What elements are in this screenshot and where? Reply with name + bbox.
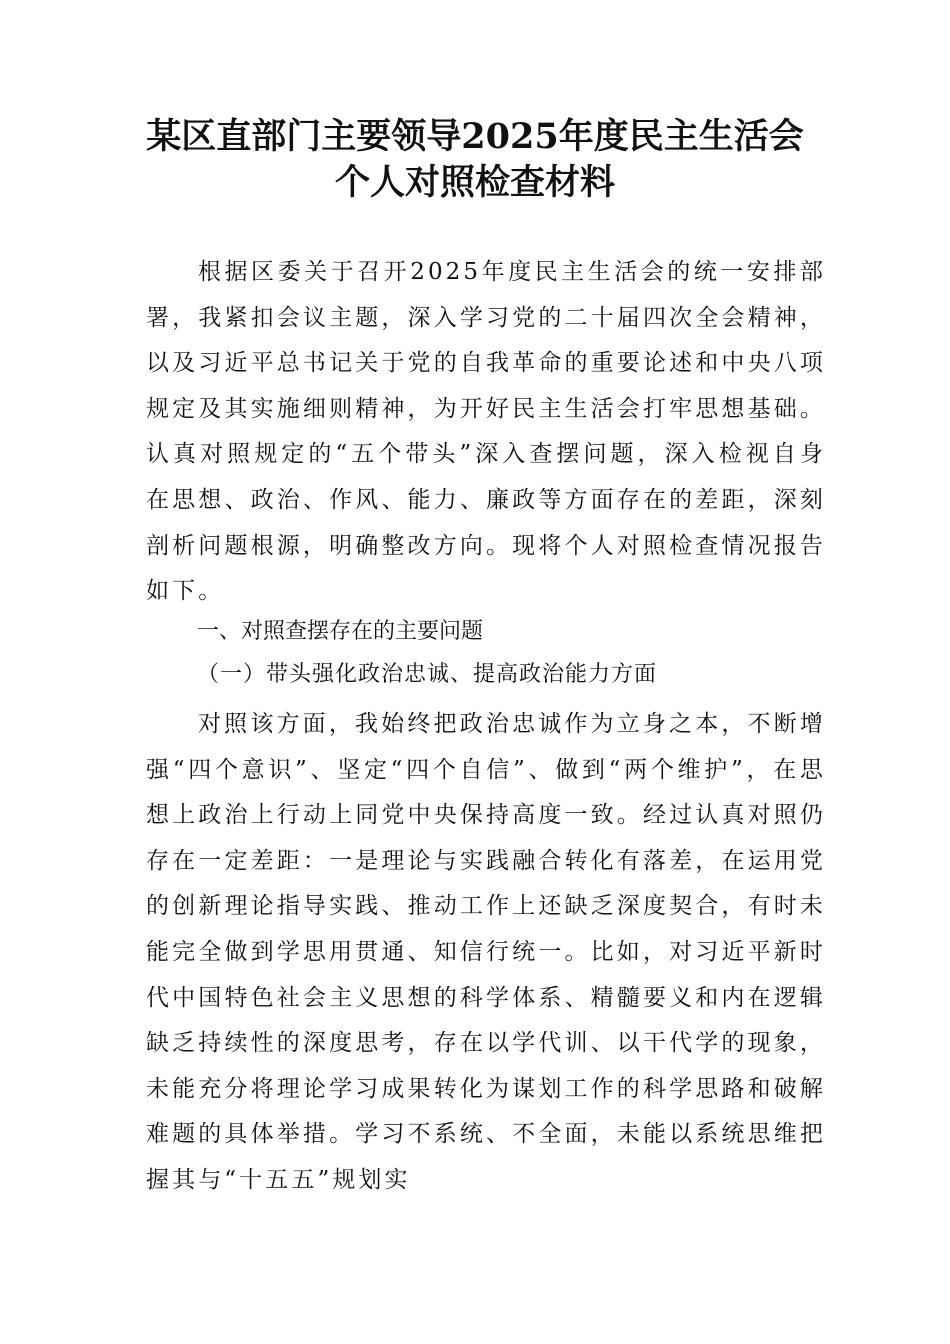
document-title-line-1: 某区直部门主要领导2025年度民主生活会 [146,116,804,157]
document-title-line-2: 个人对照检查材料 [334,162,615,203]
section-heading-1: 一、对照查摆存在的主要问题 [197,619,484,644]
subsection-heading-1: （一）带头强化政治忠诚、提高政治能力方面 [197,662,658,687]
intro-paragraph: 根据区委关于召开2025年度民主生活会的统一安排部署，我紧扣会议主题，深入学习党的二十届四次全会精神，以及习近平总书记关于党的自我革命的重要论述和中央八项规定及其实施细则精神，为开好民主生活会打牢思想基础。认真对照规定的“五个带头”深入查摆问题，深入检视自身在思想、政治、作风、能力、廉政等方面存在的差距，深刻剖析问题根源，明确整改方向。现将个人对照检查情况报告如下。 [146,259,826,605]
subsection-1-paragraph: 对照该方面，我始终把政治忠诚作为立身之本，不断增强“四个意识”、坚定“四个自信”、做到“两个维护”，在思想上政治上行动上同党中央保持高度一致。经过认真对照仍存在一定差距：一是理论与实践融合转化有落差，在运用党的创新理论指导实践、推动工作上还缺乏深度契合，有时未能完全做到学思用贯通、知信行统一。比如，对习近平新时代中国特色社会主义思想的科学体系、精髓要义和内在逻辑缺乏持续性的深度思考，存在以学代训、以干代学的现象，未能充分将理论学习成果转化为谋划工作的科学思路和破解难题的具体举措。学习不系统、不全面，未能以系统思维把握其与“十五五”规划实 [146,711,826,1193]
